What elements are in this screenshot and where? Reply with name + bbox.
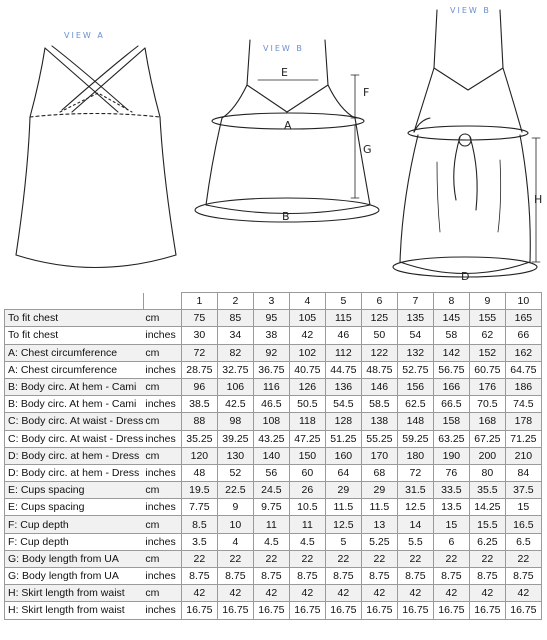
measurement-value: 48 <box>181 464 217 481</box>
size-header-cell: 5 <box>325 293 361 310</box>
measurement-value: 42.5 <box>217 396 253 413</box>
measurement-value: 42 <box>181 585 217 602</box>
measurement-value: 33.5 <box>433 482 469 499</box>
measurement-value: 16.75 <box>325 602 361 619</box>
measurement-value: 15 <box>433 516 469 533</box>
measurement-value: 118 <box>289 413 325 430</box>
measurement-unit: inches <box>143 568 181 585</box>
measurement-value: 132 <box>397 344 433 361</box>
measurement-value: 4.5 <box>289 533 325 550</box>
measurement-value: 16.75 <box>469 602 505 619</box>
table-row <box>5 378 542 395</box>
measurement-value: 16.75 <box>181 602 217 619</box>
header-blank-unit <box>143 293 181 310</box>
table-row <box>5 447 542 464</box>
measurement-value: 47.25 <box>289 430 325 447</box>
measurement-unit: cm <box>143 447 181 464</box>
measurement-value: 168 <box>469 413 505 430</box>
measurement-value: 58 <box>433 327 469 344</box>
measurement-value: 14.25 <box>469 499 505 516</box>
measurement-unit: cm <box>143 344 181 361</box>
measurement-value: 8.5 <box>181 516 217 533</box>
measurement-value: 40.75 <box>289 361 325 378</box>
measurement-value: 50.5 <box>289 396 325 413</box>
size-header-cell: 1 <box>181 293 217 310</box>
measurement-label: A: Chest circumference <box>5 361 144 378</box>
measurement-value: 112 <box>325 344 361 361</box>
measurement-value: 6 <box>433 533 469 550</box>
measure-letter-d: D <box>461 270 470 283</box>
measurement-value: 180 <box>397 447 433 464</box>
measurement-value: 66 <box>505 327 541 344</box>
measurement-value: 52 <box>217 464 253 481</box>
measurement-value: 37.5 <box>505 482 541 499</box>
measurement-value: 4 <box>217 533 253 550</box>
measurement-unit: cm <box>143 516 181 533</box>
measurement-value: 155 <box>469 310 505 327</box>
measurement-value: 8.75 <box>253 568 289 585</box>
measurement-value: 170 <box>361 447 397 464</box>
measurement-value: 130 <box>217 447 253 464</box>
measurement-value: 60 <box>289 464 325 481</box>
measurement-value: 62 <box>469 327 505 344</box>
measurement-value: 165 <box>505 310 541 327</box>
measure-letter-a: A <box>284 119 292 132</box>
measurement-value: 11.5 <box>325 499 361 516</box>
measurement-value: 31.5 <box>397 482 433 499</box>
measurement-value: 13 <box>361 516 397 533</box>
measurement-value: 6.5 <box>505 533 541 550</box>
measurement-label: To fit chest <box>5 310 144 327</box>
measurement-value: 16.75 <box>289 602 325 619</box>
table-row <box>5 396 542 413</box>
measurement-value: 120 <box>181 447 217 464</box>
measurement-value: 102 <box>289 344 325 361</box>
measurement-value: 12.5 <box>325 516 361 533</box>
measure-letter-e: E <box>281 66 288 79</box>
measurement-value: 4.5 <box>253 533 289 550</box>
measurement-value: 152 <box>469 344 505 361</box>
measurement-value: 44.75 <box>325 361 361 378</box>
measurement-value: 22 <box>181 550 217 567</box>
measurement-value: 126 <box>289 378 325 395</box>
table-row <box>5 430 542 447</box>
measurement-value: 210 <box>505 447 541 464</box>
measurement-value: 46 <box>325 327 361 344</box>
measurement-value: 42 <box>289 585 325 602</box>
measurement-value: 71.25 <box>505 430 541 447</box>
measurement-value: 56.75 <box>433 361 469 378</box>
measurement-value: 42 <box>397 585 433 602</box>
table-row <box>5 310 542 327</box>
measurement-label: To fit chest <box>5 327 144 344</box>
measurement-value: 59.25 <box>397 430 433 447</box>
measurement-value: 58.5 <box>361 396 397 413</box>
measurement-value: 64 <box>325 464 361 481</box>
measurement-value: 22 <box>397 550 433 567</box>
measurement-value: 22 <box>505 550 541 567</box>
measurement-value: 46.5 <box>253 396 289 413</box>
measurement-value: 125 <box>361 310 397 327</box>
measurement-value: 22 <box>253 550 289 567</box>
measurement-value: 26 <box>289 482 325 499</box>
measurement-value: 67.25 <box>469 430 505 447</box>
measurement-value: 128 <box>325 413 361 430</box>
measurement-value: 186 <box>505 378 541 395</box>
measurement-value: 160 <box>325 447 361 464</box>
measurement-value: 62.5 <box>397 396 433 413</box>
measurement-value: 136 <box>325 378 361 395</box>
measurement-value: 42 <box>505 585 541 602</box>
measurement-value: 22.5 <box>217 482 253 499</box>
measurement-unit: inches <box>143 499 181 516</box>
measurement-value: 3.5 <box>181 533 217 550</box>
measurement-value: 28.75 <box>181 361 217 378</box>
view-b-dress-label: VIEW B <box>450 6 491 15</box>
measurement-label: F: Cup depth <box>5 516 144 533</box>
measurement-value: 92 <box>253 344 289 361</box>
measurement-value: 16.75 <box>397 602 433 619</box>
measurement-label: C: Body circ. At waist - Dress <box>5 413 144 430</box>
measurement-value: 135 <box>397 310 433 327</box>
size-header-cell: 10 <box>505 293 541 310</box>
measurement-value: 63.25 <box>433 430 469 447</box>
measurement-value: 51.25 <box>325 430 361 447</box>
measure-letter-g: G <box>363 143 372 156</box>
measurement-value: 42 <box>289 327 325 344</box>
measurement-value: 5.25 <box>361 533 397 550</box>
measurement-value: 11 <box>253 516 289 533</box>
size-chart-table <box>4 292 542 620</box>
measurement-value: 98 <box>217 413 253 430</box>
measurement-value: 42 <box>433 585 469 602</box>
measurement-value: 8.75 <box>217 568 253 585</box>
measurement-value: 96 <box>181 378 217 395</box>
measurement-value: 150 <box>289 447 325 464</box>
measurement-value: 43.25 <box>253 430 289 447</box>
measurement-value: 9.75 <box>253 499 289 516</box>
measurement-label: B: Body circ. At hem - Cami <box>5 396 144 413</box>
size-header-cell: 2 <box>217 293 253 310</box>
measurement-unit: cm <box>143 378 181 395</box>
measurement-value: 68 <box>361 464 397 481</box>
measurement-value: 12.5 <box>397 499 433 516</box>
measure-letter-h: H <box>534 193 543 206</box>
table-row <box>5 413 542 430</box>
measurement-value: 9 <box>217 499 253 516</box>
table-row <box>5 550 542 567</box>
measurement-value: 54.5 <box>325 396 361 413</box>
measurement-value: 8.75 <box>361 568 397 585</box>
measurement-value: 22 <box>361 550 397 567</box>
measurement-label: C: Body circ. At waist - Dress <box>5 430 144 447</box>
table-row <box>5 464 542 481</box>
measurement-value: 38 <box>253 327 289 344</box>
measurement-value: 95 <box>253 310 289 327</box>
measurement-value: 22 <box>289 550 325 567</box>
measurement-value: 146 <box>361 378 397 395</box>
measurement-value: 15.5 <box>469 516 505 533</box>
measurement-value: 16.5 <box>505 516 541 533</box>
measurement-value: 7.75 <box>181 499 217 516</box>
measurement-value: 55.25 <box>361 430 397 447</box>
measurement-value: 34 <box>217 327 253 344</box>
table-row <box>5 361 542 378</box>
measurement-value: 105 <box>289 310 325 327</box>
measurement-value: 166 <box>433 378 469 395</box>
garment-sketches <box>0 0 547 290</box>
table-row <box>5 602 542 619</box>
measurement-value: 162 <box>505 344 541 361</box>
measurement-value: 10.5 <box>289 499 325 516</box>
measurement-value: 8.75 <box>289 568 325 585</box>
measurement-label: E: Cups spacing <box>5 499 144 516</box>
measurement-value: 10 <box>217 516 253 533</box>
size-header-cell: 7 <box>397 293 433 310</box>
measurement-value: 190 <box>433 447 469 464</box>
measurement-label: D: Body circ. at hem - Dress <box>5 447 144 464</box>
size-header-cell: 8 <box>433 293 469 310</box>
measurement-value: 35.5 <box>469 482 505 499</box>
measurement-value: 106 <box>217 378 253 395</box>
measurement-value: 156 <box>397 378 433 395</box>
measurement-value: 22 <box>325 550 361 567</box>
measurement-unit: inches <box>143 464 181 481</box>
measurement-value: 42 <box>217 585 253 602</box>
measurement-value: 60.75 <box>469 361 505 378</box>
header-blank-label <box>5 293 144 310</box>
measurement-value: 64.75 <box>505 361 541 378</box>
measurement-value: 16.75 <box>505 602 541 619</box>
measurement-value: 8.75 <box>505 568 541 585</box>
measurement-value: 140 <box>253 447 289 464</box>
measure-letter-f: F <box>363 86 370 99</box>
measurement-value: 158 <box>433 413 469 430</box>
measurement-value: 75 <box>181 310 217 327</box>
table-row <box>5 499 542 516</box>
measurement-value: 16.75 <box>253 602 289 619</box>
measurement-label: F: Cup depth <box>5 533 144 550</box>
table-row <box>5 585 542 602</box>
measurement-value: 48.75 <box>361 361 397 378</box>
measurement-value: 200 <box>469 447 505 464</box>
measurement-value: 70.5 <box>469 396 505 413</box>
measurement-label: E: Cups spacing <box>5 482 144 499</box>
measurement-value: 8.75 <box>397 568 433 585</box>
view-b-cami-label: VIEW B <box>263 44 304 53</box>
measurement-value: 80 <box>469 464 505 481</box>
size-table-body <box>5 310 542 619</box>
measurement-value: 5 <box>325 533 361 550</box>
measurement-value: 50 <box>361 327 397 344</box>
measurement-value: 54 <box>397 327 433 344</box>
measurement-value: 8.75 <box>433 568 469 585</box>
measurement-value: 6.25 <box>469 533 505 550</box>
measurement-value: 74.5 <box>505 396 541 413</box>
measurement-value: 72 <box>397 464 433 481</box>
size-header-cell: 9 <box>469 293 505 310</box>
measurement-unit: cm <box>143 310 181 327</box>
measurement-unit: inches <box>143 430 181 447</box>
measurement-label: H: Skirt length from waist <box>5 602 144 619</box>
measurement-value: 42 <box>325 585 361 602</box>
measurement-value: 176 <box>469 378 505 395</box>
measurement-value: 39.25 <box>217 430 253 447</box>
measurement-value: 29 <box>361 482 397 499</box>
measurement-unit: inches <box>143 361 181 378</box>
measurement-value: 145 <box>433 310 469 327</box>
measurement-unit: inches <box>143 602 181 619</box>
table-row <box>5 344 542 361</box>
measurement-unit: cm <box>143 585 181 602</box>
measurement-unit: cm <box>143 482 181 499</box>
view-a-sketch <box>16 46 176 268</box>
size-header-row <box>5 293 542 310</box>
table-row <box>5 327 542 344</box>
measurement-value: 82 <box>217 344 253 361</box>
table-row <box>5 516 542 533</box>
measurement-value: 22 <box>469 550 505 567</box>
size-header-cell: 3 <box>253 293 289 310</box>
measurement-value: 66.5 <box>433 396 469 413</box>
measurement-label: A: Chest circumference <box>5 344 144 361</box>
measurement-value: 142 <box>433 344 469 361</box>
measurement-value: 42 <box>469 585 505 602</box>
view-b-dress-sketch <box>393 10 543 277</box>
measurement-value: 38.5 <box>181 396 217 413</box>
measurement-value: 76 <box>433 464 469 481</box>
measurement-value: 8.75 <box>325 568 361 585</box>
measurement-value: 22 <box>217 550 253 567</box>
measurement-value: 16.75 <box>361 602 397 619</box>
measurement-value: 42 <box>253 585 289 602</box>
measurement-value: 11 <box>289 516 325 533</box>
view-a-label: VIEW A <box>64 31 105 40</box>
measurement-value: 22 <box>433 550 469 567</box>
measurement-unit: inches <box>143 327 181 344</box>
measurement-value: 115 <box>325 310 361 327</box>
measurement-value: 16.75 <box>217 602 253 619</box>
measurement-unit: cm <box>143 550 181 567</box>
measurement-value: 178 <box>505 413 541 430</box>
measurement-value: 24.5 <box>253 482 289 499</box>
measurement-label: B: Body circ. At hem - Cami <box>5 378 144 395</box>
table-row <box>5 482 542 499</box>
measurement-value: 35.25 <box>181 430 217 447</box>
measurement-value: 32.75 <box>217 361 253 378</box>
measurement-label: G: Body length from UA <box>5 568 144 585</box>
measurement-value: 116 <box>253 378 289 395</box>
measurement-value: 72 <box>181 344 217 361</box>
measure-letter-b: B <box>282 210 290 223</box>
measurement-value: 30 <box>181 327 217 344</box>
measurement-value: 19.5 <box>181 482 217 499</box>
measurement-value: 8.75 <box>181 568 217 585</box>
measurement-value: 8.75 <box>469 568 505 585</box>
measurement-value: 29 <box>325 482 361 499</box>
measurement-value: 5.5 <box>397 533 433 550</box>
measurement-value: 13.5 <box>433 499 469 516</box>
measurement-value: 42 <box>361 585 397 602</box>
measurement-value: 16.75 <box>433 602 469 619</box>
measurement-value: 122 <box>361 344 397 361</box>
size-header-cell: 4 <box>289 293 325 310</box>
measurement-unit: inches <box>143 533 181 550</box>
measurement-value: 148 <box>397 413 433 430</box>
measurement-value: 85 <box>217 310 253 327</box>
measurement-value: 36.75 <box>253 361 289 378</box>
measurement-value: 88 <box>181 413 217 430</box>
measurement-unit: inches <box>143 396 181 413</box>
measurement-value: 15 <box>505 499 541 516</box>
measurement-label: G: Body length from UA <box>5 550 144 567</box>
table-row <box>5 533 542 550</box>
measurement-value: 14 <box>397 516 433 533</box>
measurement-value: 84 <box>505 464 541 481</box>
measurement-value: 138 <box>361 413 397 430</box>
measurement-value: 108 <box>253 413 289 430</box>
measurement-value: 56 <box>253 464 289 481</box>
measurement-label: H: Skirt length from waist <box>5 585 144 602</box>
measurement-value: 11.5 <box>361 499 397 516</box>
measurement-unit: cm <box>143 413 181 430</box>
table-row <box>5 568 542 585</box>
measurement-value: 52.75 <box>397 361 433 378</box>
measurement-label: D: Body circ. at hem - Dress <box>5 464 144 481</box>
size-header-cell: 6 <box>361 293 397 310</box>
